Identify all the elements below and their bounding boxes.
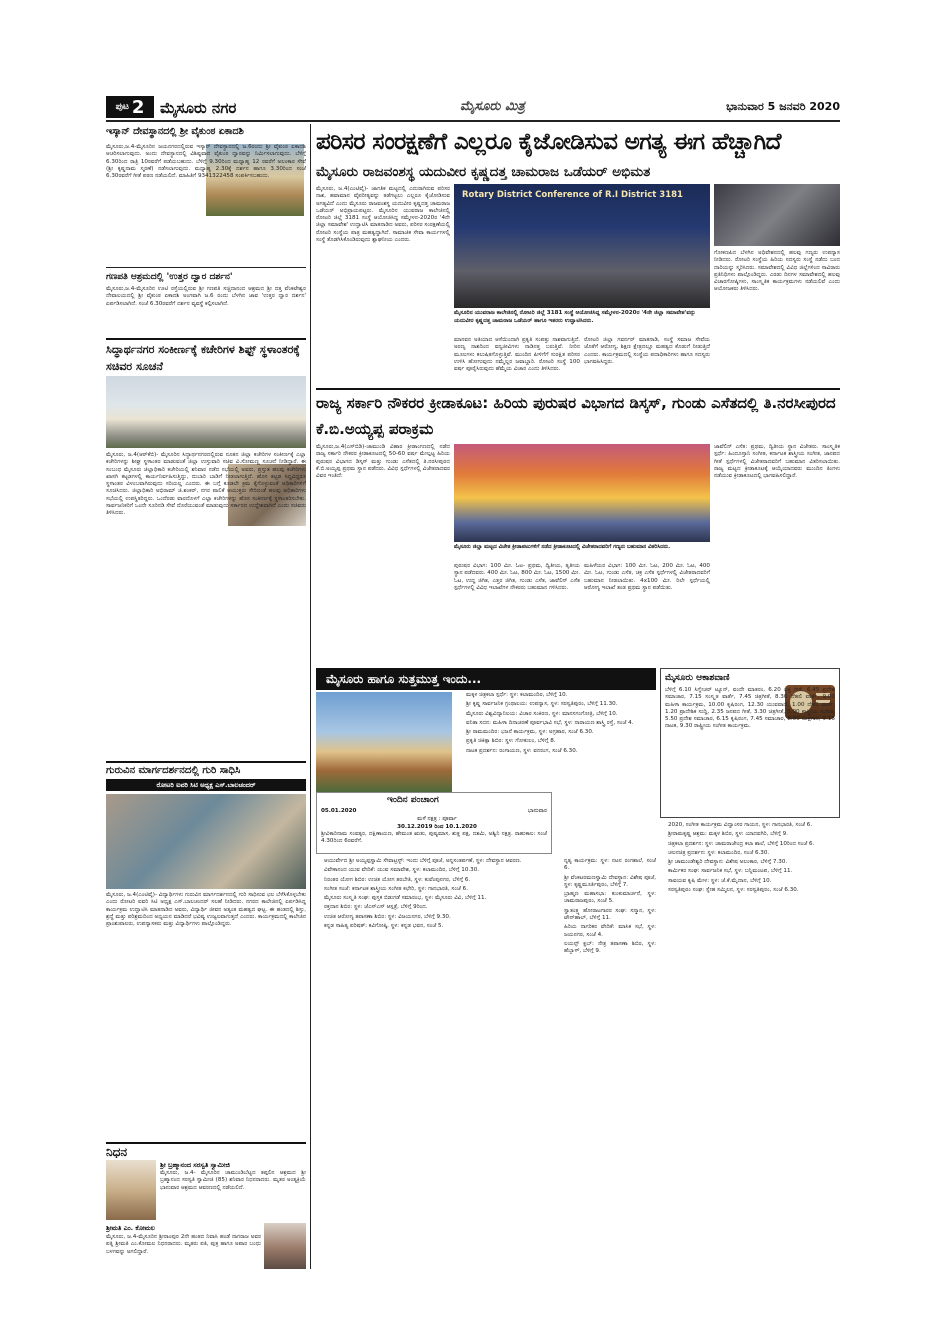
page-label: ಪುಟ <box>115 102 129 112</box>
event-item: • ಲಯನ್ಸ್ ಕ್ಲಬ್: ನೇತ್ರ ತಪಾಸಣಾ ಶಿಬಿರ, ಸ್ಥಳ: ಹೆಬ್ಬಾಳ್, ಬೆಳಿಗ್ಗೆ 9. <box>564 941 656 956</box>
panchanga-body: ಶ್ರೀವಿಕಾರಿನಾಮ ಸಂವತ್ಸರ, ದಕ್ಷಿಣಾಯಣ, ಹೇಮಂತ ಋತು, ಪುಷ್ಯಮಾಸ, ಶುಕ್ಲ ಪಕ್ಷ, ದಶಮಿ, ಅಶ್ವಿನಿ ನಕ್ಷತ್ರ. ರಾಹುಕಾಲ: ಸಂಜೆ 4.30ರಿಂದ 6ರವರೆಗೆ. <box>321 831 547 845</box>
event-item: • ವನಿತಾ ಸದನ: ಮಹಿಳಾ ದಿನಾಚರಣೆ ಪೂರ್ವಭಾವಿ ಸಭೆ, ಸ್ಥಳ: ನಾರಾಯಣ ಶಾಸ್ತ್ರಿ ರಸ್ತೆ, ಸಂಜೆ 4. <box>466 720 656 727</box>
lead-photo-caption: ಮೈಸೂರಿನ ಯುವರಾಜ ಕಾಲೇಜಿನಲ್ಲಿ ರೋಟರಿ ಜಿಲ್ಲೆ 3181 ಸಂಸ್ಥೆ ಆಯೋಜಿಸಿದ್ದ ಸಮ್ಮೇಳನ-2020ರ '4ನೇ ಜಿಲ್ಲಾ ಸಮಾವೇಶ'ವನ್ನು ಯದುವೀರ ಕೃಷ್ಣದತ್ತ ಚಾಮರಾಜ ಒಡೆಯರ್ ಹಾಗೂ ಇತರರು ಉದ್ಘಾಟಿಸಿದರು. <box>454 310 696 324</box>
sports-body-2: ಪುರುಷರ ವಿಭಾಗ: 100 ಮೀ. ಓಟ- ಪ್ರಥಮ, ದ್ವಿತೀಯ, ತೃತೀಯ ಸ್ಥಾನ ಪಡೆದವರು. 400 ಮೀ. ಓಟ, 800 ಮೀ. ಓಟ, 1500 ಮೀ. ಓಟ, ಉದ್ದ ಜಿಗಿತ, ಎತ್ತರ ಜಿಗಿತ, ಗುಂಡು ಎಸೆತ, ಜಾವೆಲಿನ್ ಎಸೆತ ಸ್ಪರ್ಧೆಗಳಲ್ಲಿ ವಿವಿಧ ಇಲಾಖೆಗಳ ನೌಕರರು ಬಹುಮಾನ ಗಳಿಸಿದರು. <box>454 563 580 591</box>
story-4-subtitle: ರೋಟರಿ ಐವರಿ ಸಿಟಿ ಅಧ್ಯಕ್ಷ ಎಸ್.ಬಾಲಚಂದರ್ <box>106 779 306 791</box>
event-item: • ಸರಸ್ವತಿಪುರಂ ಸಂಘ: ಸ್ನೇಹ ಸಮ್ಮಿಲನ, ಸ್ಥಳ: ಸರಸ್ವತಿಪುರಂ, ಸಂಜೆ 6.30. <box>668 887 840 894</box>
event-item: • ಸಂಗೀತ ಸಂಜೆ: ಕರ್ನಾಟಕ ಶಾಸ್ತ್ರೀಯ ಸಂಗೀತ ಕಛೇರಿ, ಸ್ಥಳ: ಗಾನಭಾರತಿ, ಸಂಜೆ 6. <box>324 886 552 893</box>
panchanga-day: ಭಾನುವಾರ <box>527 808 547 814</box>
story-2-title: ಗಣಪತಿ ಆಶ್ರಮದಲ್ಲಿ 'ಉತ್ತರ ದ್ವಾರ ದರ್ಶನ' <box>106 272 233 282</box>
event-item: • ಶ್ರೀ ವೆಂಕಟರಮಣಸ್ವಾಮಿ ದೇವಸ್ಥಾನ: ವಿಶೇಷ ಪೂಜೆ, ಸ್ಥಳ: ಕೃಷ್ಣಮೂರ್ತಿಪುರಂ, ಬೆಳಿಗ್ಗೆ 7. <box>564 875 656 890</box>
lead-body-left: ಮೈಸೂರು, ಜ.4(ಎಂಟಿವೈ)- ಜಾಗತಿಕ ಮಟ್ಟದಲ್ಲಿ ಎದುರಾಗಿರುವ ಪರಿಸರ ನಾಶ, ಹವಾಮಾನ ವೈಪರೀತ್ಯವನ್ನು ತಡೆಗಟ್ಟಲು ಎಲ್ಲರೂ ಕೈಜೋಡಿಸುವ ಅಗತ್ಯವಿದೆ ಎಂದು ಮೈಸೂರು ರಾಜವಂಶಸ್ಥ ಯದುವೀರ ಕೃಷ್ಣದತ್ತ ಚಾಮರಾಜ ಒಡೆಯರ್ ಅಭಿಪ್ರಾಯಪಟ್ಟರು. ಮೈಸೂರಿನ ಯುವರಾಜ ಕಾಲೇಜಿನಲ್ಲಿ ರೋಟರಿ ಜಿಲ್ಲೆ 3181 ಸಂಸ್ಥೆ ಆಯೋಜಿಸಿದ್ದ ಸಮ್ಮೇಳನ-2020ರ '4ನೇ ಜಿಲ್ಲಾ ಸಮಾವೇಶ' ಉದ್ಘಾಟಿಸಿ ಮಾತನಾಡಿದ ಅವರು, ಪರಿಸರ ಸಂರಕ್ಷಣೆಯಲ್ಲಿ ರೋಟರಿ ಸಂಸ್ಥೆಯ ಪಾತ್ರ ಮಹತ್ವದ್ದಾಗಿದೆ. ಸಾಮಾಜಿಕ ಸೇವಾ ಕಾರ್ಯಗಳಲ್ಲಿ ಸಂಸ್ಥೆ ತೊಡಗಿಸಿಕೊಂಡಿರುವುದು ಶ್ಲಾಘನೀಯ ಎಂದರು. <box>316 186 450 244</box>
story-1-title: ಇಸ್ಕಾನ್ ದೇವಸ್ಥಾನದಲ್ಲಿ ಶ್ರೀ ವೈಕುಂಠ ಏಕಾದಶಿ <box>106 126 244 137</box>
event-item: • ಮೈಸೂರು ವಿಶ್ವವಿದ್ಯಾನಿಲಯ: ವಿಚಾರ ಸಂಕಿರಣ, ಸ್ಥಳ: ಮಾನಸಗಂಗೋತ್ರಿ, ಬೆಳಿಗ್ಗೆ 10. <box>466 711 656 718</box>
lead-photo <box>454 184 710 308</box>
event-item: • ಕನ್ನಡ ಸಾಹಿತ್ಯ ಪರಿಷತ್: ಕವಿಗೋಷ್ಠಿ, ಸ್ಥಳ: ಕನ್ನಡ ಭವನ, ಸಂಜೆ 5. <box>324 923 552 930</box>
column-1 <box>106 124 306 1269</box>
obituary-2-body: ಮೈಸೂರು, ಜ.4-ಮೈಸೂರಿನ ಶ್ರೀರಾಂಪುರ 2ನೇ ಹಂತದ ನಿವಾಸಿ ಹಂಡೆ ನಾಗರಾಜ ಅವರ ಪತ್ನಿ ಶ್ರೀಮತಿ ಎಂ.ಕೋಮಲ ನಿಧನರಾದರು. ಮೃತರು ಪತಿ, ಪುತ್ರ ಹಾಗೂ ಅಪಾರ ಬಂಧು ಬಳಗವನ್ನು ಅಗಲಿದ್ದಾರೆ. <box>106 1234 261 1255</box>
event-item: • ಬ್ರಾಹ್ಮಣ ಮಹಾಸಭಾ: ಕುಂಕುಮಾರ್ಚನೆ, ಸ್ಥಳ: ಚಾಮರಾಜಪುರಂ, ಸಂಜೆ 5. <box>564 891 656 906</box>
registration-marks-right <box>795 1274 855 1282</box>
sports-body-3: ಮಹಿಳೆಯರ ವಿಭಾಗ: 100 ಮೀ. ಓಟ, 200 ಮೀ. ಓಟ, 400 ಮೀ. ಓಟ, ಗುಂಡು ಎಸೆತ, ಚಕ್ರ ಎಸೆತ ಸ್ಪರ್ಧೆಗಳಲ್ಲಿ ವಿಜೇತರಾದವರಿಗೆ ಬಹುಮಾನ ನೀಡಲಾಯಿತು. 4x100 ಮೀ. ರಿಲೇ ಸ್ಪರ್ಧೆಯಲ್ಲಿ ಆರೋಗ್ಯ ಇಲಾಖೆ ತಂಡ ಪ್ರಥಮ ಸ್ಥಾನ ಪಡೆಯಿತು. <box>584 563 710 591</box>
today-banner <box>316 668 656 690</box>
obituary-2-name: ಶ್ರೀಮತಿ ಎಂ. ಕೋಮಲ <box>106 1224 155 1232</box>
event-item: • ಸಾವಯವ ಕೃಷಿ ಮೇಳ: ಸ್ಥಳ: ಜೆ.ಕೆ.ಮೈದಾನ, ಬೆಳಿಗ್ಗೆ 10. <box>668 878 840 885</box>
page-date: ಭಾನುವಾರ 5 ಜನವರಿ 2020 <box>726 100 840 113</box>
event-item: • ಶ್ರೀ ರಾಮಮಂದಿರ: ಭಜನೆ ಕಾರ್ಯಕ್ರಮ, ಸ್ಥಳ: ಅಗ್ರಹಾರ, ಸಂಜೆ 6.30. <box>466 729 656 736</box>
event-item: • ನಿರಂತರ ಯೋಗ ಶಿಬಿರ: ಉಚಿತ ಯೋಗ ತರಬೇತಿ, ಸ್ಥಳ: ಕುವೆಂಪುನಗರ, ಬೆಳಿಗ್ಗೆ 6. <box>324 877 552 884</box>
story-4-title: ಗುರುವಿನ ಮಾರ್ಗದರ್ಶನದಲ್ಲಿ ಗುರಿ ಸಾಧಿಸಿ <box>106 761 306 777</box>
event-item: • ನೃತ್ಯ ಕಾರ್ಯಕ್ರಮ: ಸ್ಥಳ: ನಟನ ರಂಗಶಾಲೆ, ಸಂಜೆ 6. <box>564 858 656 873</box>
obituary-1-name: ಶ್ರೀ ಬ್ರಹ್ಮಾನಂದ ಸರಸ್ವತಿ ಸ್ವಾಮೀಜಿ <box>160 1161 230 1169</box>
palace-photo <box>316 692 452 792</box>
event-item: • ಶ್ರೀ ಕೃಷ್ಣ ಸಾರ್ವಜನಿಕ ಗ್ರಂಥಾಲಯ: ಉಪನ್ಯಾಸ, ಸ್ಥಳ: ಸರಸ್ವತಿಪುರಂ, ಬೆಳಿಗ್ಗೆ 11.30. <box>466 701 656 708</box>
panchanga-range: 30.12.2019 ರಿಂದ 10.1.2020 <box>397 824 477 830</box>
lead-subhead: ಮೈಸೂರು ರಾಜವಂಶಸ್ಥ ಯದುವೀರ ಕೃಷ್ಣದತ್ತ ಚಾಮರಾಜ ಒಡೆಯರ್ ಅಭಿಮತ <box>316 164 651 180</box>
registration-marks-center <box>455 1274 515 1282</box>
sports-headline: ರಾಜ್ಯ ಸರ್ಕಾರಿ ನೌಕರರ ಕ್ರೀಡಾಕೂಟ: ಹಿರಿಯ ಪುರುಷರ ವಿಭಾಗದ ಡಿಸ್ಕಸ್, ಗುಂಡು ಎಸೆತದಲ್ಲಿ ತಿ.ನರಸೀಪುರದ ಕೆ.ಬಿ.ಅಯ್ಯಪ್ಪ ಪರಾಕ್ರಮ <box>316 388 840 440</box>
lead-body-mid: ಮಾನವನ ಅತಿಯಾದ ಆಸೆಯಿಂದಾಗಿ ಪ್ರಕೃತಿ ಸಂಪತ್ತು ನಾಶವಾಗುತ್ತಿದೆ. ಅರಣ್ಯ ನಾಶದಿಂದ ವನ್ಯಜೀವಿಗಳು ನಾಡಿನತ್ತ ಬರುತ್ತಿವೆ. ನೀರಿನ ಮೂಲಗಳು ಕಲುಷಿತಗೊಳ್ಳುತ್ತಿವೆ. ಮುಂದಿನ ಪೀಳಿಗೆಗೆ ಸುರಕ್ಷಿತ ಪರಿಸರ ಉಳಿಸಿ ಹೋಗುವುದು ನಮ್ಮೆಲ್ಲರ ಜವಾಬ್ದಾರಿ. ರೋಟರಿ ಸಂಸ್ಥೆ 100 ವರ್ಷ ಪೂರೈಸಿರುವುದು ಹೆಮ್ಮೆಯ ವಿಚಾರ ಎಂದು ತಿಳಿಸಿದರು. <box>454 337 580 373</box>
panchanga-title: ಇಂದಿನ ಪಂಚಾಂಗ <box>387 795 439 805</box>
events-right-list <box>458 692 656 857</box>
story-4-body: ಮೈಸೂರು, ಜ.4(ಎಂಟಿವೈ)- ವಿದ್ಯಾರ್ಥಿಗಳು ಗುರುವಿನ ಮಾರ್ಗದರ್ಶನದಲ್ಲಿ ಗುರಿ ಸಾಧಿಸುವ ಛಲ ಬೆಳೆಸಿಕೊಳ್ಳಬೇಕು ಎಂದು ರೋಟರಿ ಐವರಿ ಸಿಟಿ ಅಧ್ಯಕ್ಷ ಎಸ್.ಬಾಲಚಂದರ್ ಸಲಹೆ ನೀಡಿದರು. ನಗರದ ಕಾಲೇಜಿನಲ್ಲಿ ಏರ್ಪಡಿಸಿದ್ದ ಕಾರ್ಯಕ್ರಮ ಉದ್ಘಾಟಿಸಿ ಮಾತನಾಡಿದ ಅವರು, ವಿದ್ಯಾರ್ಥಿ ಜೀವನ ಅತ್ಯಂತ ಮಹತ್ವದ ಘಟ್ಟ. ಈ ಹಂತದಲ್ಲಿ ಶಿಸ್ತು, ಶ್ರದ್ಧೆ ಮತ್ತು ಪರಿಶ್ರಮದಿಂದ ಅಧ್ಯಯನ ಮಾಡಿದರೆ ಭವಿಷ್ಯ ಉಜ್ವಲವಾಗುತ್ತದೆ ಎಂದರು. ಕಾರ್ಯಕ್ರಮದಲ್ಲಿ ಕಾಲೇಜಿನ ಪ್ರಾಂಶುಪಾಲರು, ಉಪನ್ಯಾಸಕರು ಮತ್ತು ವಿದ್ಯಾರ್ಥಿಗಳು ಪಾಲ್ಗೊಂಡಿದ್ದರು. <box>106 892 306 928</box>
event-item: • ಚಿತ್ರಕಲಾ ಪ್ರದರ್ಶನ: ಸ್ಥಳ: ಚಾಮರಾಜೇಂದ್ರ ಕಲಾ ಶಾಲೆ, ಬೆಳಿಗ್ಗೆ 10ರಿಂದ ಸಂಜೆ 6. <box>668 841 840 848</box>
event-item: • ನಾಟಕ ಪ್ರದರ್ಶನ: ರಂಗಾಯಣ, ಸ್ಥಳ: ವನರಂಗ, ಸಂಜೆ 6.30. <box>466 748 656 755</box>
event-item: • ಹಿರಿಯ ನಾಗರಿಕರ ವೇದಿಕೆ: ಮಾಸಿಕ ಸಭೆ, ಸ್ಥಳ: ಜಯನಗರ, ಸಂಜೆ 4. <box>564 924 656 939</box>
event-item: • ಕಾರ್ಮಿಕರ ಸಂಘ: ಸಾರ್ವಜನಿಕ ಸಭೆ, ಸ್ಥಳ: ಬನ್ನಿಮಂಟಪ, ಬೆಳಿಗ್ಗೆ 11. <box>668 868 840 875</box>
page-number-badge <box>106 96 154 118</box>
lead-body-far: ಗೋಕಣಪಿದ ಬೆಳಗಿನ ಅಧಿವೇಶನದಲ್ಲಿ ಹಲವು ಗಣ್ಯರು ಉಪನ್ಯಾಸ ನೀಡಿದರು. ರೋಟರಿ ಸಂಸ್ಥೆಯ ಹಿರಿಯ ಸದಸ್ಯರು ಸಂಸ್ಥೆ ನಡೆದು ಬಂದ ದಾರಿಯನ್ನು ಸ್ಮರಿಸಿದರು. ಸಮಾವೇಶದಲ್ಲಿ ವಿವಿಧ ಜಿಲ್ಲೆಗಳಿಂದ ಸಾವಿರಾರು ಪ್ರತಿನಿಧಿಗಳು ಪಾಲ್ಗೊಂಡಿದ್ದರು. ಎರಡು ದಿನಗಳ ಸಮಾವೇಶದಲ್ಲಿ ಹಲವು ವಿಚಾರಗೋಷ್ಠಿಗಳು, ಸಾಂಸ್ಕೃತಿಕ ಕಾರ್ಯಕ್ರಮಗಳು ನಡೆಯಲಿವೆ ಎಂದು ಆಯೋಜಕರು ತಿಳಿಸಿದರು. <box>714 250 840 293</box>
sports-body-1: ಮೈಸೂರು,ಜ.4(ಎಸ್‌ಬಿಡಿ)-ಚಾಮುಂಡಿ ವಿಹಾರ ಕ್ರೀಡಾಂಗಣದಲ್ಲಿ ನಡೆದ ರಾಜ್ಯ ಸರ್ಕಾರಿ ನೌಕರರ ಕ್ರೀಡಾಕೂಟದಲ್ಲಿ 50-60 ವರ್ಷ ಮೇಲ್ಪಟ್ಟ ಹಿರಿಯ ಪುರುಷರ ವಿಭಾಗದ ಡಿಸ್ಕಸ್ ಮತ್ತು ಗುಂಡು ಎಸೆತದಲ್ಲಿ ತಿ.ನರಸೀಪುರದ ಕೆ.ಬಿ.ಅಯ್ಯಪ್ಪ ಪ್ರಥಮ ಸ್ಥಾನ ಪಡೆದರು. ವಿವಿಧ ಸ್ಪರ್ಧೆಗಳಲ್ಲಿ ವಿಜೇತರಾದವರ ವಿವರ ಇಂತಿದೆ: <box>316 444 450 480</box>
obituary-2-photo <box>264 1223 306 1269</box>
column-divider <box>310 124 311 1269</box>
event-item: • ಮೈಸೂರು ಸಂಸ್ಕೃತಿ ಸಂಘ: ಪುಸ್ತಕ ಬಿಡುಗಡೆ ಸಮಾರಂಭ, ಸ್ಥಳ: ಮೈಸೂರು ವಿವಿ, ಬೆಳಿಗ್ಗೆ 11. <box>324 895 552 902</box>
event-item: • ಉಚಿತ ಆರೋಗ್ಯ ತಪಾಸಣಾ ಶಿಬಿರ: ಸ್ಥಳ: ವಿಜಯನಗರ, ಬೆಳಿಗ್ಗೆ 9.30. <box>324 914 552 921</box>
panchanga-date: 05.01.2020 <box>321 808 357 814</box>
event-item: • ರಕ್ತದಾನ ಶಿಬಿರ: ಸ್ಥಳ: ಜೆಎಸ್‌ಎಸ್ ಆಸ್ಪತ್ರೆ, ಬೆಳಿಗ್ಗೆ 9ರಿಂದ. <box>324 904 552 911</box>
story-3-body: ಮೈಸೂರು, ಜ.4(ಆರ್‌ಕೆಬಿ)- ಮೈಸೂರಿನ ಸಿದ್ಧಾರ್ಥನಗರದಲ್ಲಿರುವ ನೂತನ ಜಿಲ್ಲಾ ಕಚೇರಿಗಳ ಸಂಕೀರ್ಣಕ್ಕೆ ಎಲ್ಲಾ ಕಚೇರಿಗಳನ್ನು ಶೀಘ್ರ ಸ್ಥಳಾಂತರ ಮಾಡುವಂತೆ ಜಿಲ್ಲಾ ಉಸ್ತುವಾರಿ ಸಚಿವ ವಿ.ಸೋಮಣ್ಣ ಸೂಚನೆ ನೀಡಿದ್ದಾರೆ. ಈ ಸಂಬಂಧ ಮೈಸೂರು ಜಿಲ್ಲಾಧಿಕಾರಿ ಕಚೇರಿಯಲ್ಲಿ ಶನಿವಾರ ನಡೆದ ಸಭೆಯಲ್ಲಿ ಅವರು, ಪ್ರಸ್ತುತ ಹಲವು ಕಚೇರಿಗಳು ಖಾಸಗಿ ಕಟ್ಟಡಗಳಲ್ಲಿ ಕಾರ್ಯನಿರ್ವಹಿಸುತ್ತಿದ್ದು, ದುಬಾರಿ ಬಾಡಿಗೆ ನೀಡಲಾಗುತ್ತಿದೆ. ಹೊಸ ಕಟ್ಟಡ ಸಿದ್ಧವಿದ್ದರೂ ಸ್ಥಳಾಂತರ ವಿಳಂಬವಾಗಿರುವುದು ಸರಿಯಲ್ಲ ಎಂದರು. ಈ ಬಗ್ಗೆ ಕೂಡಲೇ ಕ್ರಮ ಕೈಗೊಳ್ಳುವಂತೆ ಅಧಿಕಾರಿಗಳಿಗೆ ಸೂಚಿಸಿದರು. ಜಿಲ್ಲಾಧಿಕಾರಿ ಅಭಿರಾಮ್ ಜಿ.ಶಂಕರ್, ನಗರ ಪಾಲಿಕೆ ಆಯುಕ್ತರು ಸೇರಿದಂತೆ ಹಲವು ಅಧಿಕಾರಿಗಳು ಸಭೆಯಲ್ಲಿ ಉಪಸ್ಥಿತರಿದ್ದರು. ಒಂದೆರಡು ವಾರದೊಳಗೆ ಎಲ್ಲಾ ಕಚೇರಿಗಳನ್ನು ಹೊಸ ಸಂಕೀರ್ಣಕ್ಕೆ ಸ್ಥಳಾಂತರಿಸಬೇಕು. ಸಾರ್ವಜನಿಕರಿಗೆ ಒಂದೇ ಸೂರಿನಡಿ ಸೇವೆ ದೊರೆಯುವಂತೆ ಮಾಡುವುದು ಸರ್ಕಾರದ ಉದ್ದೇಶವಾಗಿದೆ ಎಂದು ಸಚಿವರು ತಿಳಿಸಿದರು. <box>106 452 306 517</box>
event-item: • ಚಲನಚಿತ್ರ ಪ್ರದರ್ಶನ: ಸ್ಥಳ: ಕಲಾಮಂದಿರ, ಸಂಜೆ 6.30. <box>668 850 840 857</box>
radio-box <box>660 668 840 818</box>
students-photo <box>106 794 306 889</box>
obituary-1-photo <box>106 1160 156 1220</box>
event-item: • ಶ್ರೀರಾಮಕೃಷ್ಣ ಆಶ್ರಮ: ಮಕ್ಕಳ ಶಿಬಿರ, ಸ್ಥಳ: ಯಾದವಗಿರಿ, ಬೆಳಿಗ್ಗೆ 9. <box>668 831 840 838</box>
section-title: ಮೈಸೂರು ನಗರ <box>160 99 237 117</box>
lead-photo-banner: Rotary District Conference of R.I District 3181 <box>462 190 683 200</box>
obituary-1-body: ಮೈಸೂರು, ಜ.4- ಮೈಸೂರಿನ ಚಾಮುಂಡಿಬೆಟ್ಟದ ತಪ್ಪಲಿನ ಆಶ್ರಮದ ಶ್ರೀ ಬ್ರಹ್ಮಾನಂದ ಸರಸ್ವತಿ ಸ್ವಾಮೀಜಿ (85) ಶನಿವಾರ ನಿಧನರಾದರು. ಮೃತರ ಅಂತ್ಯಕ್ರಿಯೆ ಭಾನುವಾರ ಆಶ್ರಮದ ಆವರಣದಲ್ಲಿ ನಡೆಯಲಿದೆ. <box>160 1170 306 1191</box>
events-left-list <box>316 858 552 1268</box>
lead-photo-2 <box>714 184 840 246</box>
radio-schedule: ಬೆಳಿಗ್ಗೆ 6.10 ಸಿಗ್ನೇಚರ್ ಟ್ಯೂನ್, ವಂದೇ ಮಾತರಂ, 6.20 ಭಕ್ತಿ ಗೀತೆ, 6.45 ಪ್ರದೇಶ ಸಮಾಚಾರ, 7.15 ಸಂಸ್ಕೃತ ವಾರ್ತೆ, 7.45 ಚಿತ್ರಗೀತೆ, 8.30 ದೆಹಲಿ ವಾರ್ತೆ, 9.00 ಮಹಿಳಾ ಕಾರ್ಯಕ್ರಮ, 10.00 ಕೃಷಿರಂಗ, 12.30 ಯುವವಾಣಿ, 1.00 ದೆಹಲಿ ವಾರ್ತೆ, 1.20 ಪ್ರಾದೇಶಿಕ ಸುದ್ದಿ, 2.35 ಜನಪದ ಗೀತೆ, 3.30 ಚಿತ್ರಗೀತೆ, 5.00 ಶಾಸ್ತ್ರೀಯ ಸಂಗೀತ, 5.50 ಪ್ರದೇಶ ಸಮಾಚಾರ, 6.15 ಕೃಷಿರಂಗ, 7.45 ಸಮಾಚಾರ, 8.00 ಯಕ್ಷಗಾನ, 9.15 ನಾಟಕ, 9.30 ರಾಷ್ಟ್ರೀಯ ಸಂಗೀತ ಕಾರ್ಯಕ್ರಮ. <box>665 687 835 730</box>
panchanga-nakshatra: ಮಳೆ ನಕ್ಷತ್ರ : ಪೂರ್ವಾ <box>417 816 457 822</box>
page-number: 2 <box>131 96 145 118</box>
obituary-title: ನಿಧನ <box>106 1142 306 1158</box>
lead-body-right: ರೋಟರಿ ಜಿಲ್ಲಾ ಗವರ್ನರ್ ಮಾತನಾಡಿ, ಸಂಸ್ಥೆ ಸಮಾಜ ಸೇವೆಯ ಜೊತೆಗೆ ಆರೋಗ್ಯ, ಶಿಕ್ಷಣ ಕ್ಷೇತ್ರದಲ್ಲೂ ಮಹತ್ವದ ಕೊಡುಗೆ ನೀಡುತ್ತಿದೆ ಎಂದರು. ಕಾರ್ಯಕ್ರಮದಲ್ಲಿ ಸಂಸ್ಥೆಯ ಪದಾಧಿಕಾರಿಗಳು ಹಾಗೂ ಸದಸ್ಯರು ಭಾಗವಹಿಸಿದ್ದರು. <box>584 337 710 365</box>
event-item: • ಸ್ವಾತಂತ್ರ್ಯ ಹೋರಾಟಗಾರರ ಸಂಘ: ಸನ್ಮಾನ, ಸ್ಥಳ: ಟೌನ್‌ಹಾಲ್, ಬೆಳಿಗ್ಗೆ 11. <box>564 908 656 923</box>
events-far-list <box>556 858 656 1268</box>
event-item: • ಪ್ರಕೃತಿ ಚಿಕಿತ್ಸಾ ಶಿಬಿರ: ಸ್ಥಳ: ಗೋಕುಲಂ, ಬೆಳಿಗ್ಗೆ 8. <box>466 738 656 745</box>
event-item: • 2020, ಸಂಗೀತ ಕಾರ್ಯಕ್ರಮ ವಿದ್ವಾಂಸರ ಗಾಯನ, ಸ್ಥಳ: ಗಾನಭಾರತಿ, ಸಂಜೆ 6. <box>668 822 840 829</box>
event-item: • ಶ್ರೀ ಚಾಮುಂಡೇಶ್ವರಿ ದೇವಸ್ಥಾನ: ವಿಶೇಷ ಅಲಂಕಾರ, ಬೆಳಿಗ್ಗೆ 7.30. <box>668 859 840 866</box>
story-2-body: ಮೈಸೂರು,ಜ.4-ಮೈಸೂರಿನ ಊಟಿ ರಸ್ತೆಯಲ್ಲಿರುವ ಶ್ರೀ ಗಣಪತಿ ಸಚ್ಚಿದಾನಂದ ಆಶ್ರಮದ ಶ್ರೀ ದತ್ತ ವೆಂಕಟೇಶ್ವರ ದೇವಾಲಯದಲ್ಲಿ ಶ್ರೀ ವೈಕುಂಠ ಏಕಾದಶಿ ಅಂಗವಾಗಿ ಜ.6 ರಂದು ಬೆಳಗಿನ ಜಾವ 'ಉತ್ತರ ದ್ವಾರ ದರ್ಶನ' ಏರ್ಪಡಿಸಲಾಗಿದೆ. ಸಂಜೆ 6.30ರವರೆಗೆ ದರ್ಶನ ವ್ಯವಸ್ಥೆ ಕಲ್ಪಿಸಲಾಗಿದೆ. <box>106 286 306 307</box>
registration-marks-left <box>106 1274 166 1282</box>
sports-photo-caption: ಮೈಸೂರು ಜಿಲ್ಲಾ ಮಟ್ಟದ ವಿಜೇತ ಕ್ರೀಡಾಪಟುಗಳಿಗೆ ನಡೆದ ಕ್ರೀಡಾಕೂಟದಲ್ಲಿ ವಿಜೇತರಾದವರಿಗೆ ಗಣ್ಯರು ಬಹುಮಾನ ವಿತರಿಸಿದರು. <box>454 544 671 550</box>
story-3-title: ಸಿದ್ಧಾರ್ಥನಗರ ಸಂಕೀರ್ಣಕ್ಕೆ ಕಚೇರಿಗಳ ಶಿಫ್ಟ್ ಸ್ಥಳಾಂತರಕ್ಕೆ ಸಚಿವರ ಸೂಚನೆ <box>106 338 306 374</box>
sports-body-4: ಜಾವೆಲಿನ್ ಎಸೆತ: ಪ್ರಥಮ, ದ್ವಿತೀಯ ಸ್ಥಾನ ವಿಜೇತರು. ಸಾಂಸ್ಕೃತಿಕ ಸ್ಪರ್ಧೆ: ಹಿಂದೂಸ್ತಾನಿ ಸಂಗೀತ, ಕರ್ನಾಟಕ ಶಾಸ್ತ್ರೀಯ ಸಂಗೀತ, ಜಾನಪದ ಗೀತೆ ಸ್ಪರ್ಧೆಗಳಲ್ಲಿ ವಿಜೇತರಾದವರಿಗೆ ಬಹುಮಾನ ವಿತರಿಸಲಾಯಿತು. ರಾಜ್ಯ ಮಟ್ಟದ ಕ್ರೀಡಾಕೂಟಕ್ಕೆ ಆಯ್ಕೆಯಾದವರು ಮುಂದಿನ ತಿಂಗಳು ನಡೆಯುವ ಕ್ರೀಡಾಕೂಟದಲ್ಲಿ ಭಾಗವಹಿಸಲಿದ್ದಾರೆ. <box>714 444 840 480</box>
sports-photo <box>454 444 710 542</box>
event-item: • ಮಕ್ಕಳ ಚಿತ್ರಕಲಾ ಸ್ಪರ್ಧೆ: ಸ್ಥಳ: ಕಲಾಮಂದಿರ, ಬೆಳಿಗ್ಗೆ 10. <box>466 692 656 699</box>
event-item: • ವಿವೇಕಾನಂದ ಯುವ ವೇದಿಕೆ: ಯುವ ಸಮಾವೇಶ, ಸ್ಥಳ: ಕಲಾಮಂದಿರ, ಬೆಳಿಗ್ಗೆ 10.30. <box>324 867 552 874</box>
office-building-photo <box>106 376 306 448</box>
lead-headline: ಪರಿಸರ ಸಂರಕ್ಷಣೆಗೆ ಎಲ್ಲರೂ ಕೈಜೋಡಿಸುವ ಅಗತ್ಯ ಈಗ ಹೆಚ್ಚಾಗಿದೆ <box>316 129 781 155</box>
story-1-body: ಮೈಸೂರು,ಜ.4-ಮೈಸೂರಿನ ಜಯನಗರದಲ್ಲಿರುವ ಇಸ್ಕಾನ್ ದೇವಸ್ಥಾನದಲ್ಲಿ ಜ.6ರಂದು ಶ್ರೀ ವೈಕುಂಠ ಏಕಾದಶಿ ಆಚರಿಸಲಾಗುವುದು. ಅಂದು ದೇವಸ್ಥಾನದಲ್ಲಿ ವಿಶಿಷ್ಟವಾದ ವೈಕುಂಠ ದ್ವಾರವನ್ನು ನಿರ್ಮಿಸಲಾಗುವುದು. ಬೆಳಿಗ್ಗೆ 6.30ರಿಂದ ರಾತ್ರಿ 10ರವರೆಗೆ ಪಡೆಯಬಹುದು. ಬೆಳಿಗ್ಗೆ 9.30ರಿಂದ ಮಧ್ಯಾಹ್ನ 12 ರವರೆಗೆ ಅಲಂಕಾರ ಸೇವೆ (ಶ್ರೀ ಕೃಷ್ಣನಾಮ ಸ್ಮರಣೆ) ನಡೆಸಲಾಗುವುದು. ಮಧ್ಯಾಹ್ನ 2.30ಕ್ಕೆ ದರ್ಶನ ಹಾಗೂ 3.30ರಿಂದ ಸಂಜೆ 6.30ರವರೆಗೆ ಗೀತೆ ಪಠಣ ನಡೆಯಲಿದೆ. ಮಾಹಿತಿಗೆ 9341322458 ಸಂಪರ್ಕಿಸಬಹುದು. <box>106 144 306 180</box>
divider <box>106 267 306 268</box>
today-banner-text: ಮೈಸೂರು ಹಾಗೂ ಸುತ್ತಮುತ್ತ ಇಂದು... <box>326 672 482 686</box>
radio-title: ಮೈಸೂರು ಆಕಾಶವಾಣಿ <box>665 673 730 683</box>
radio-below-list <box>660 822 840 1268</box>
paper-name: ಮೈಸೂರು ಮಿತ್ರ <box>460 99 525 114</box>
event-item: • ಆಯುರ್ವೇದ ಶ್ರೀ ಅಯ್ಯಪ್ಪಸ್ವಾಮಿ ಸೇವಾಟ್ರಸ್ಟ್: ಇಂದು ಬೆಳಿಗ್ಗೆ ಪೂಜೆ, ಅನ್ನಸಂತರ್ಪಣೆ, ಸ್ಥಳ: ದೇವಸ್ಥಾನ ಆವರಣ. <box>324 858 552 865</box>
